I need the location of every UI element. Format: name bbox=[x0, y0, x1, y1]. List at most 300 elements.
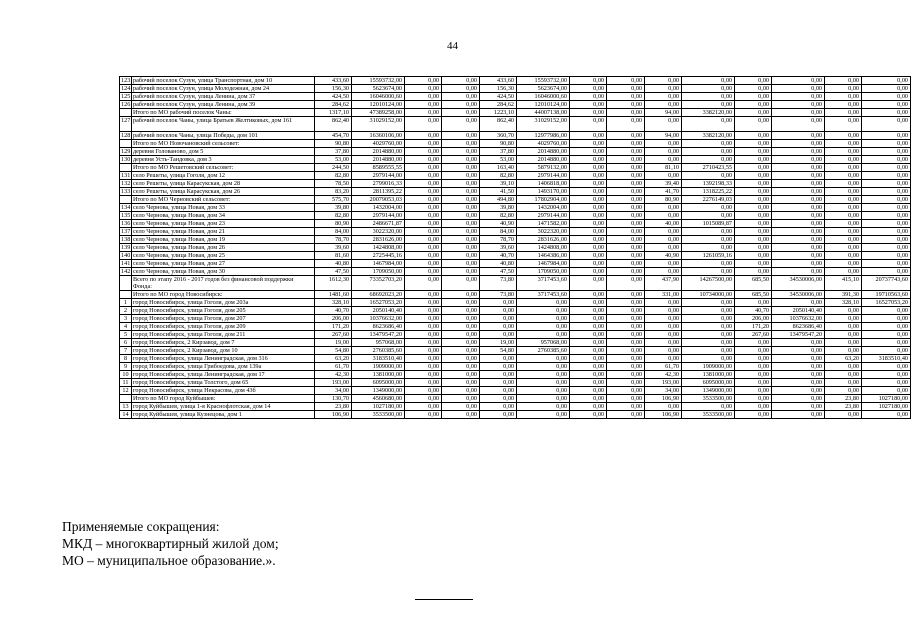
area-cell: 0,00 bbox=[735, 204, 772, 212]
row-number-cell: 129 bbox=[121, 148, 131, 155]
area-cell: 0,00 bbox=[480, 371, 517, 379]
table-row bbox=[120, 236, 911, 244]
area-cell: 284,62 bbox=[480, 101, 517, 109]
area-cell: 0,00 bbox=[735, 85, 772, 93]
area-cell: 0,00 bbox=[735, 77, 772, 85]
cost-cell: 34530006,00 bbox=[772, 291, 825, 299]
area-cell: 23,80 bbox=[315, 403, 352, 411]
area-cell: 433,60 bbox=[315, 77, 352, 85]
cost-cell: 0,00 bbox=[772, 156, 825, 164]
area-cell: 0,00 bbox=[480, 411, 517, 419]
cost-cell: 0,00 bbox=[772, 77, 825, 85]
area-cell: 0,00 bbox=[570, 117, 607, 132]
area-cell: 0,00 bbox=[480, 307, 517, 315]
address-cell: рабочий поселок Сузун, улица Ленина, дом 39 bbox=[132, 101, 315, 109]
row-number-cell bbox=[120, 140, 132, 148]
area-cell: 0,00 bbox=[570, 339, 607, 347]
cost-cell: 2014880,00 bbox=[517, 156, 570, 164]
area-cell: 0,00 bbox=[570, 148, 607, 156]
cost-cell: 31029152,00 bbox=[352, 117, 405, 132]
cost-cell: 0,00 bbox=[862, 212, 911, 220]
cost-cell: 0,00 bbox=[442, 315, 480, 323]
row-number-cell bbox=[120, 291, 132, 299]
area-cell: 0,00 bbox=[645, 172, 682, 180]
area-cell: 78,70 bbox=[480, 236, 517, 244]
cost-cell: 0,00 bbox=[442, 236, 480, 244]
area-cell: 0,00 bbox=[570, 291, 607, 299]
area-cell: 0,00 bbox=[570, 156, 607, 164]
area-cell: 39,60 bbox=[480, 244, 517, 252]
cost-cell: 0,00 bbox=[682, 339, 735, 347]
address-cell: рабочий поселок Чаны, улица Братьев Желтиковых, дом 161 bbox=[132, 117, 315, 132]
area-cell: 0,00 bbox=[735, 148, 772, 156]
area-cell: 0,00 bbox=[735, 180, 772, 188]
cost-cell: 0,00 bbox=[862, 379, 911, 387]
cost-cell: 3382120,00 bbox=[682, 109, 735, 117]
cost-cell: 0,00 bbox=[442, 148, 480, 156]
table-row bbox=[120, 77, 911, 85]
cost-cell: 0,00 bbox=[607, 371, 645, 379]
cost-cell: 0,00 bbox=[607, 93, 645, 101]
area-cell: 0,00 bbox=[570, 188, 607, 196]
cost-cell: 1464386,00 bbox=[517, 252, 570, 260]
cost-cell: 1406818,00 bbox=[517, 180, 570, 188]
area-cell: 39,80 bbox=[315, 204, 352, 212]
area-cell: 40,90 bbox=[480, 220, 517, 228]
address-cell: село Чернова, улица Новая, дом 25 bbox=[132, 252, 315, 260]
area-cell: 106,90 bbox=[315, 411, 352, 419]
cost-cell: 1467984,00 bbox=[352, 260, 405, 268]
cost-cell: 0,00 bbox=[772, 355, 825, 363]
area-cell: 0,00 bbox=[825, 156, 862, 164]
area-cell: 0,00 bbox=[480, 315, 517, 323]
area-cell: 494,80 bbox=[480, 196, 517, 204]
area-cell: 424,50 bbox=[315, 93, 352, 101]
abbreviations-note bbox=[62, 518, 279, 569]
area-cell: 0,00 bbox=[480, 379, 517, 387]
address-cell: рабочий поселок Чаны, улица Победы, дом 101 bbox=[132, 132, 315, 140]
area-cell: 0,00 bbox=[735, 164, 772, 172]
area-cell: 0,00 bbox=[405, 403, 442, 411]
table-subtotal-row bbox=[120, 395, 911, 403]
abbreviation-mo: МО – муниципальное образование.». bbox=[62, 553, 276, 568]
cost-cell: 0,00 bbox=[607, 164, 645, 172]
area-cell: 53,00 bbox=[315, 156, 352, 164]
cost-cell: 0,00 bbox=[772, 387, 825, 395]
area-cell: 433,60 bbox=[480, 77, 517, 85]
cost-cell: 1709050,00 bbox=[352, 268, 405, 276]
area-cell: 19,00 bbox=[315, 339, 352, 347]
area-cell: 0,00 bbox=[405, 228, 442, 236]
area-cell: 0,00 bbox=[825, 85, 862, 93]
area-cell: 0,00 bbox=[405, 339, 442, 347]
row-number-cell: 131 bbox=[121, 172, 131, 179]
area-cell: 42,30 bbox=[315, 371, 352, 379]
table-row bbox=[120, 188, 911, 196]
cost-cell: 0,00 bbox=[682, 347, 735, 355]
cost-cell: 0,00 bbox=[772, 363, 825, 371]
cost-cell: 0,00 bbox=[862, 268, 911, 276]
cost-cell: 0,00 bbox=[442, 379, 480, 387]
row-number-cell: 140 bbox=[121, 252, 131, 259]
area-cell: 0,00 bbox=[825, 212, 862, 220]
address-cell: деревня Голованово, дом 5 bbox=[132, 148, 315, 156]
cost-cell: 31029152,00 bbox=[517, 117, 570, 132]
cost-cell: 12977986,00 bbox=[517, 132, 570, 140]
area-cell: 106,90 bbox=[645, 395, 682, 403]
area-cell: 862,40 bbox=[480, 117, 517, 132]
area-cell: 0,00 bbox=[735, 260, 772, 268]
cost-cell: 0,00 bbox=[862, 77, 911, 85]
cost-cell: 0,00 bbox=[682, 172, 735, 180]
area-cell: 0,00 bbox=[405, 323, 442, 331]
area-cell: 0,00 bbox=[645, 260, 682, 268]
cost-cell: 2831626,00 bbox=[517, 236, 570, 244]
cost-cell: 0,00 bbox=[607, 411, 645, 419]
cost-cell: 0,00 bbox=[442, 172, 480, 180]
area-cell: 0,00 bbox=[570, 252, 607, 260]
area-cell: 0,00 bbox=[480, 323, 517, 331]
cost-cell: 8623686,40 bbox=[352, 323, 405, 331]
area-cell: 0,00 bbox=[645, 299, 682, 307]
area-cell: 415,10 bbox=[825, 276, 862, 291]
address-cell: город Новосибирск, улица Гоголя, дом 211 bbox=[132, 331, 315, 339]
area-cell: 63,20 bbox=[825, 355, 862, 363]
cost-cell: 0,00 bbox=[607, 323, 645, 331]
area-cell: 0,00 bbox=[735, 411, 772, 419]
area-cell: 40,70 bbox=[315, 307, 352, 315]
area-cell: 0,00 bbox=[405, 117, 442, 132]
area-cell: 171,20 bbox=[315, 323, 352, 331]
area-cell: 267,60 bbox=[735, 331, 772, 339]
address-cell: село Решеты, улица Карасукская, дом 26 bbox=[132, 188, 315, 196]
cost-cell: 68692023,20 bbox=[352, 291, 405, 299]
area-cell: 0,00 bbox=[405, 85, 442, 93]
cost-cell: 0,00 bbox=[682, 117, 735, 132]
area-cell: 0,00 bbox=[735, 371, 772, 379]
cost-cell: 0,00 bbox=[442, 371, 480, 379]
area-cell: 0,00 bbox=[405, 140, 442, 148]
area-cell: 54,80 bbox=[480, 347, 517, 355]
cost-cell: 3533500,00 bbox=[682, 411, 735, 419]
row-number-cell: 126 bbox=[121, 101, 131, 108]
cost-cell: 0,00 bbox=[607, 172, 645, 180]
area-cell: 23,80 bbox=[825, 403, 862, 411]
cost-cell: 0,00 bbox=[442, 291, 480, 299]
cost-cell: 0,00 bbox=[772, 260, 825, 268]
table-subtotal-row bbox=[120, 291, 911, 299]
cost-cell: 0,00 bbox=[862, 188, 911, 196]
row-number-cell: 12 bbox=[120, 387, 132, 395]
table-subtotal-row bbox=[120, 196, 911, 204]
cost-cell: 2979144,00 bbox=[352, 212, 405, 220]
area-cell: 0,00 bbox=[405, 387, 442, 395]
cost-cell: 0,00 bbox=[862, 347, 911, 355]
area-cell: 0,00 bbox=[825, 140, 862, 148]
area-cell: 0,00 bbox=[825, 180, 862, 188]
area-cell: 0,00 bbox=[735, 93, 772, 101]
row-number-cell: 9 bbox=[120, 363, 132, 371]
area-cell: 84,00 bbox=[315, 228, 352, 236]
area-cell: 0,00 bbox=[405, 93, 442, 101]
area-cell: 193,00 bbox=[315, 379, 352, 387]
cost-cell: 0,00 bbox=[862, 411, 911, 419]
cost-cell: 0,00 bbox=[772, 268, 825, 276]
cost-cell: 2276149,03 bbox=[682, 196, 735, 204]
area-cell: 0,00 bbox=[645, 101, 682, 109]
cost-cell: 0,00 bbox=[862, 140, 911, 148]
area-cell: 94,00 bbox=[645, 132, 682, 140]
cost-cell: 3533500,00 bbox=[352, 411, 405, 419]
row-number-cell bbox=[120, 395, 132, 403]
area-cell: 0,00 bbox=[480, 331, 517, 339]
cost-cell: 0,00 bbox=[862, 371, 911, 379]
address-cell: город Новосибирск, улица Некрасова, дом 43б bbox=[132, 387, 315, 395]
table-row bbox=[120, 212, 911, 220]
cost-cell: 0,00 bbox=[607, 260, 645, 268]
cost-cell: 0,00 bbox=[772, 395, 825, 403]
area-cell: 0,00 bbox=[735, 132, 772, 140]
cost-cell: 2014880,00 bbox=[352, 148, 405, 156]
cost-cell: 0,00 bbox=[862, 93, 911, 101]
address-cell: рабочий поселок Сузун, улица Ленина, дом 37 bbox=[132, 93, 315, 101]
table-row bbox=[120, 148, 911, 156]
cost-cell: 1432004,00 bbox=[517, 204, 570, 212]
row-number-cell: 132 bbox=[121, 180, 131, 187]
cost-cell: 13479547,20 bbox=[352, 331, 405, 339]
cost-cell: 2050140,40 bbox=[772, 307, 825, 315]
cost-cell: 1471582,00 bbox=[517, 220, 570, 228]
cost-cell: 0,00 bbox=[607, 387, 645, 395]
area-cell: 0,00 bbox=[570, 109, 607, 117]
cost-cell: 20079053,03 bbox=[352, 196, 405, 204]
cost-cell: 0,00 bbox=[517, 323, 570, 331]
area-cell: 424,50 bbox=[480, 93, 517, 101]
area-cell: 23,80 bbox=[825, 395, 862, 403]
cost-cell: 0,00 bbox=[862, 196, 911, 204]
row-number-cell: 123 bbox=[121, 77, 131, 84]
address-cell: село Решеты, улица Гоголя, дом 12 bbox=[132, 172, 315, 180]
area-cell: 106,90 bbox=[645, 411, 682, 419]
area-cell: 0,00 bbox=[825, 331, 862, 339]
cost-cell: 47389258,00 bbox=[352, 109, 405, 117]
cost-cell: 0,00 bbox=[862, 109, 911, 117]
area-cell: 0,00 bbox=[570, 299, 607, 307]
area-cell: 0,00 bbox=[570, 403, 607, 411]
cost-cell: 957068,00 bbox=[352, 339, 405, 347]
cost-cell: 1261059,16 bbox=[682, 252, 735, 260]
cost-cell: 0,00 bbox=[607, 379, 645, 387]
cost-cell: 5623674,00 bbox=[352, 85, 405, 93]
cost-cell: 0,00 bbox=[442, 387, 480, 395]
cost-cell: 0,00 bbox=[442, 395, 480, 403]
cost-cell: 1318225,22 bbox=[682, 188, 735, 196]
table-row bbox=[120, 252, 911, 260]
cost-cell: 0,00 bbox=[772, 244, 825, 252]
cost-cell: 0,00 bbox=[862, 323, 911, 331]
address-cell: село Чернова, улица Новая, дом 34 bbox=[132, 212, 315, 220]
row-number-cell: 13 bbox=[120, 403, 132, 411]
table-row bbox=[120, 220, 911, 228]
area-cell: 0,00 bbox=[825, 220, 862, 228]
row-number-cell: 5 bbox=[120, 331, 132, 339]
address-cell: село Чернова, улица Новая, дом 19 bbox=[132, 236, 315, 244]
cost-cell: 0,00 bbox=[862, 387, 911, 395]
cost-cell: 6095000,00 bbox=[352, 379, 405, 387]
cost-cell: 0,00 bbox=[517, 363, 570, 371]
cost-cell: 0,00 bbox=[682, 323, 735, 331]
area-cell: 0,00 bbox=[570, 85, 607, 93]
area-cell: 19,00 bbox=[480, 339, 517, 347]
address-cell: город Новосибирск, улица Гоголя, дом 207 bbox=[132, 315, 315, 323]
cost-cell: 0,00 bbox=[442, 117, 480, 132]
cost-cell: 3717453,60 bbox=[517, 276, 570, 291]
area-cell: 284,62 bbox=[315, 101, 352, 109]
area-cell: 0,00 bbox=[825, 172, 862, 180]
area-cell: 1481,60 bbox=[315, 291, 352, 299]
table-row bbox=[120, 371, 911, 379]
area-cell: 0,00 bbox=[405, 236, 442, 244]
cost-cell: 2831626,00 bbox=[352, 236, 405, 244]
cost-cell: 0,00 bbox=[607, 403, 645, 411]
area-cell: 0,00 bbox=[480, 395, 517, 403]
cost-cell: 0,00 bbox=[517, 387, 570, 395]
row-number-cell: 133 bbox=[121, 188, 131, 195]
area-cell: 82,80 bbox=[315, 212, 352, 220]
area-cell: 81,10 bbox=[645, 164, 682, 172]
area-cell: 130,70 bbox=[315, 395, 352, 403]
area-cell: 0,00 bbox=[405, 411, 442, 419]
cost-cell: 0,00 bbox=[772, 347, 825, 355]
address-cell: деревня Усть-Тандовка, дом 3 bbox=[132, 156, 315, 164]
area-cell: 90,80 bbox=[480, 140, 517, 148]
cost-cell: 3717453,60 bbox=[517, 291, 570, 299]
cost-cell: 0,00 bbox=[607, 363, 645, 371]
cost-cell: 0,00 bbox=[772, 140, 825, 148]
cost-cell: 0,00 bbox=[772, 172, 825, 180]
area-cell: 0,00 bbox=[645, 140, 682, 148]
area-cell: 0,00 bbox=[405, 252, 442, 260]
row-number-cell bbox=[120, 109, 132, 117]
cost-cell: 0,00 bbox=[442, 77, 480, 85]
cost-cell: 1432004,00 bbox=[352, 204, 405, 212]
area-cell: 0,00 bbox=[570, 363, 607, 371]
cost-cell: 0,00 bbox=[517, 411, 570, 419]
cost-cell: 0,00 bbox=[442, 347, 480, 355]
address-cell: город Новосибирск, улица Гоголя, дом 203а bbox=[132, 299, 315, 307]
area-cell: 0,00 bbox=[405, 268, 442, 276]
area-cell: 360,70 bbox=[480, 132, 517, 140]
area-cell: 0,00 bbox=[405, 307, 442, 315]
cost-cell: 0,00 bbox=[442, 180, 480, 188]
area-cell: 0,00 bbox=[405, 132, 442, 140]
area-cell: 39,80 bbox=[480, 204, 517, 212]
area-cell: 0,00 bbox=[735, 268, 772, 276]
table-row bbox=[120, 244, 911, 252]
cost-cell: 5623674,00 bbox=[517, 85, 570, 93]
cost-cell: 1493170,00 bbox=[517, 188, 570, 196]
area-cell: 0,00 bbox=[405, 148, 442, 156]
area-cell: 0,00 bbox=[735, 379, 772, 387]
cost-cell: 0,00 bbox=[772, 148, 825, 156]
area-cell: 163,40 bbox=[480, 164, 517, 172]
address-cell: село Решеты, улица Карасукская, дом 28 bbox=[132, 180, 315, 188]
area-cell: 0,00 bbox=[735, 347, 772, 355]
cost-cell: 0,00 bbox=[517, 307, 570, 315]
area-cell: 90,80 bbox=[315, 140, 352, 148]
area-cell: 0,00 bbox=[570, 196, 607, 204]
cost-cell: 0,00 bbox=[442, 85, 480, 93]
area-cell: 53,00 bbox=[480, 156, 517, 164]
area-cell: 0,00 bbox=[405, 109, 442, 117]
area-cell: 0,00 bbox=[825, 101, 862, 109]
area-cell: 0,00 bbox=[825, 164, 862, 172]
cost-cell: 0,00 bbox=[772, 379, 825, 387]
table-row bbox=[120, 355, 911, 363]
area-cell: 0,00 bbox=[825, 339, 862, 347]
cost-cell: 0,00 bbox=[682, 85, 735, 93]
area-cell: 40,70 bbox=[480, 252, 517, 260]
cost-cell: 1027180,00 bbox=[862, 395, 911, 403]
area-cell: 0,00 bbox=[405, 244, 442, 252]
cost-cell: 0,00 bbox=[442, 276, 480, 291]
area-cell: 0,00 bbox=[645, 148, 682, 156]
cost-cell: 0,00 bbox=[442, 403, 480, 411]
cost-cell: 0,00 bbox=[442, 101, 480, 109]
cost-cell: 0,00 bbox=[607, 268, 645, 276]
row-number-cell: 137 bbox=[121, 228, 131, 235]
area-cell: 0,00 bbox=[735, 299, 772, 307]
area-cell: 0,00 bbox=[825, 323, 862, 331]
cost-cell: 1015089,87 bbox=[682, 220, 735, 228]
table-row bbox=[120, 403, 911, 411]
cost-cell: 0,00 bbox=[442, 188, 480, 196]
area-cell: 156,30 bbox=[315, 85, 352, 93]
area-cell: 0,00 bbox=[735, 355, 772, 363]
cost-cell: 2979144,00 bbox=[517, 172, 570, 180]
area-cell: 0,00 bbox=[405, 331, 442, 339]
cost-cell: 3183510,40 bbox=[862, 355, 911, 363]
area-cell: 83,20 bbox=[315, 188, 352, 196]
cost-cell: 1467984,00 bbox=[517, 260, 570, 268]
area-cell: 0,00 bbox=[570, 315, 607, 323]
area-cell: 0,00 bbox=[825, 77, 862, 85]
cost-cell: 0,00 bbox=[607, 148, 645, 156]
area-cell: 437,90 bbox=[645, 276, 682, 291]
area-cell: 54,80 bbox=[315, 347, 352, 355]
cost-cell: 0,00 bbox=[862, 228, 911, 236]
area-cell: 0,00 bbox=[405, 291, 442, 299]
cost-cell: 0,00 bbox=[607, 339, 645, 347]
cost-cell: 0,00 bbox=[607, 355, 645, 363]
cost-cell: 0,00 bbox=[442, 132, 480, 140]
area-cell: 39,10 bbox=[480, 180, 517, 188]
cost-cell: 19710563,60 bbox=[862, 291, 911, 299]
area-cell: 0,00 bbox=[480, 387, 517, 395]
area-cell: 0,00 bbox=[645, 331, 682, 339]
cost-cell: 0,00 bbox=[607, 228, 645, 236]
area-cell: 0,00 bbox=[405, 164, 442, 172]
area-cell: 0,00 bbox=[405, 212, 442, 220]
area-cell: 0,00 bbox=[405, 180, 442, 188]
area-cell: 0,00 bbox=[825, 228, 862, 236]
area-cell: 0,00 bbox=[480, 403, 517, 411]
end-rule-divider bbox=[415, 599, 473, 600]
cost-cell: 12010124,00 bbox=[517, 101, 570, 109]
area-cell: 41,70 bbox=[645, 188, 682, 196]
row-number-cell: 4 bbox=[120, 323, 132, 331]
address-cell: Итого по МО рабочий поселок Чаны: bbox=[132, 109, 315, 117]
